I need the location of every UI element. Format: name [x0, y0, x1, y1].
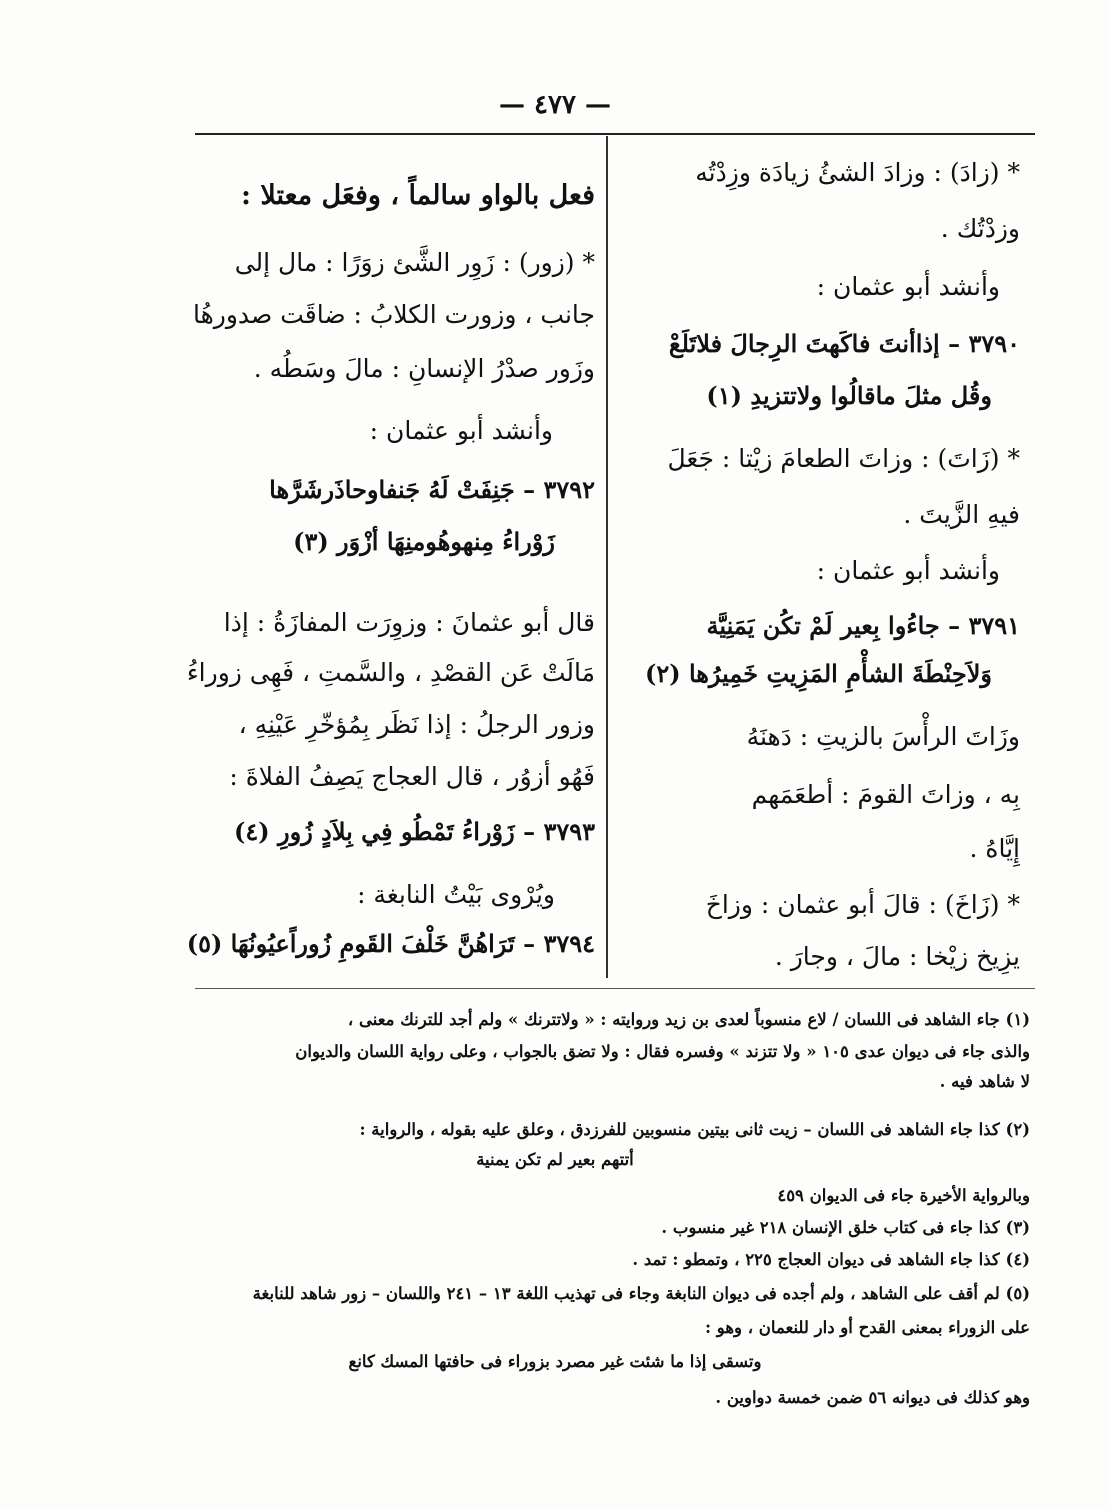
- footnote-5: (٥) لم أقف على الشاهد ، ولم أجده فى ديوان النابغة وجاء فى تهذيب اللغة ١٣ – ٢٤١ واللسان – زور شاهد للنابغة: [252, 1284, 1030, 1303]
- footnote-1-cont: لا شاهد فيه .: [939, 1072, 1030, 1091]
- header-rule: [195, 133, 1035, 135]
- footnote-3: (٣) كذا جاء فى كتاب خلق الإنسان ٢١٨ غير منسوب .: [661, 1218, 1030, 1237]
- text-line: وزَور صدْرُ الإنسانِ : مالَ وسَطُه .: [253, 354, 595, 383]
- text-line: ويُرْوى بَيْتُ النابغة :: [357, 880, 555, 909]
- entry-zawr: * (زور) : زَوِر الشَّئ زوَرًا : مال إلى: [234, 248, 595, 277]
- text-line: وزَاتَ الرأْسَ بالزيتِ : دَهنَهُ: [746, 722, 1020, 751]
- citation-line: وأنشد أبو عثمان :: [369, 416, 553, 445]
- text-line: إِيَّاهُ .: [969, 834, 1020, 863]
- text-line: فيهِ الزَّيتَ .: [903, 500, 1020, 529]
- footnote-2-verse: أتتهم بعير لم تكن يمنية: [476, 1150, 634, 1169]
- verse-3790-b: وقُل مثلَ ماقالُوا ولاتتزيدِ (١): [706, 381, 992, 410]
- column-divider: [606, 136, 608, 978]
- footnote-5-cont: وهو كذلك فى ديوانه ٥٦ ضمن خمسة دواوين .: [715, 1388, 1030, 1407]
- text-line: جانب ، وزورت الكلابُ : ضاقَت صدورهُا: [192, 300, 595, 329]
- citation-line: وأنشد أبو عثمان :: [816, 272, 1000, 301]
- verse-3792-a: ٣٧٩٢ – جَنِفَتْ لَهُ جَنفاوحاذَرشَرَّها: [269, 475, 595, 504]
- footnote-5-verse: وتسقى إذا ما شئت غير مصرد بزوراء فى حافتها المسك كانع: [348, 1352, 762, 1371]
- text-line: يزِيخ زيْخا : مالَ ، وجارَ .: [774, 942, 1020, 971]
- text-line: وزدْتُك .: [940, 214, 1020, 243]
- footnote-4: (٤) كذا جاء الشاهد فى ديوان العجاج ٢٢٥ ، وتمطو : تمد .: [632, 1250, 1030, 1269]
- verse-3793: ٣٧٩٣ – زَوْراءُ تَمْطُو فِي بِلاَدٍ زُورِ (٤): [234, 817, 595, 846]
- verse-3791-b: وَلاَحِنْطَةَ الشأْمِ المَزِيتِ خَمِيرُها (٢): [644, 659, 992, 688]
- verse-3792-b: زَوْراءُ مِنهوهُومنِهَا أزْوَر (٣): [293, 527, 555, 556]
- entry-zakha: * (زَاخَ) : قالَ أبو عثمان : وزاخَ: [705, 890, 1020, 919]
- footnote-1: (١) جاء الشاهد فى اللسان / لاع منسوباً لعدى بن زيد وروايته : « ولاتترنك » ولم أجد للترنك معنى ،: [347, 1010, 1030, 1029]
- section-heading: فعل بالواو سالماً ، وفعَل معتلا :: [241, 180, 595, 211]
- text-line: مَالَتْ عَن القصْدِ ، والسَّمتِ ، فَهِى زوراءُ: [186, 658, 595, 687]
- text-line: فَهُو أزوُر ، قال العجاج يَصِفُ الفلاةَ :: [229, 762, 595, 791]
- entry-zada: * (زادَ) : وزادَ الشئُ زيادَة وزِدْتُه: [695, 158, 1020, 187]
- text-line: وزور الرجلُ : إذا نَظَر بِمُؤخّرِ عَيْنِهِ ،: [238, 710, 595, 739]
- footnote-rule: [195, 988, 1035, 989]
- verse-3790-a: ٣٧٩٠ – إذاأنتَ فاكَهتَ الرِجالَ فلاتَلَعْ: [668, 329, 1020, 358]
- text-line: قال أبو عثمانَ : وزوِرَت المفازَةُ : إذا: [223, 608, 595, 637]
- page-number: — ٤٧٧ —: [498, 90, 612, 120]
- entry-zata: * (زَاتَ) : وزاتَ الطعامَ زيْتا : جَعَلَ: [667, 444, 1020, 473]
- footnote-5-cont: على الزوراء بمعنى القدح أو دار للنعمان ، وهو :: [704, 1318, 1030, 1337]
- verse-3791-a: ٣٧٩١ – جاءُوا بِعير لَمْ تكُن يَمَنِيَّة: [706, 611, 1020, 640]
- text-line: بِه ، وزاتَ القومَ : أطعَمَهم: [751, 780, 1020, 809]
- footnote-2-cont: وبالرواية الأخيرة جاء فى الديوان ٤٥٩: [777, 1186, 1030, 1205]
- footnote-1-cont: والذى جاء فى ديوان عدى ١٠٥ « ولا تتزند » وفسره فقال : ولا تضق بالجواب ، وعلى رواية اللسان والديوان: [295, 1042, 1030, 1061]
- verse-3794: ٣٧٩٤ – تَرَاهُنَّ خَلْفَ القَومِ زُوراًعيُونُهَا (٥): [186, 929, 595, 958]
- citation-line: وأنشد أبو عثمان :: [816, 556, 1000, 585]
- footnote-2: (٢) كذا جاء الشاهد فى اللسان – زيت ثانى بيتين منسوبين للفرزدق ، وعلق عليه بقوله ، والرواية :: [359, 1120, 1030, 1139]
